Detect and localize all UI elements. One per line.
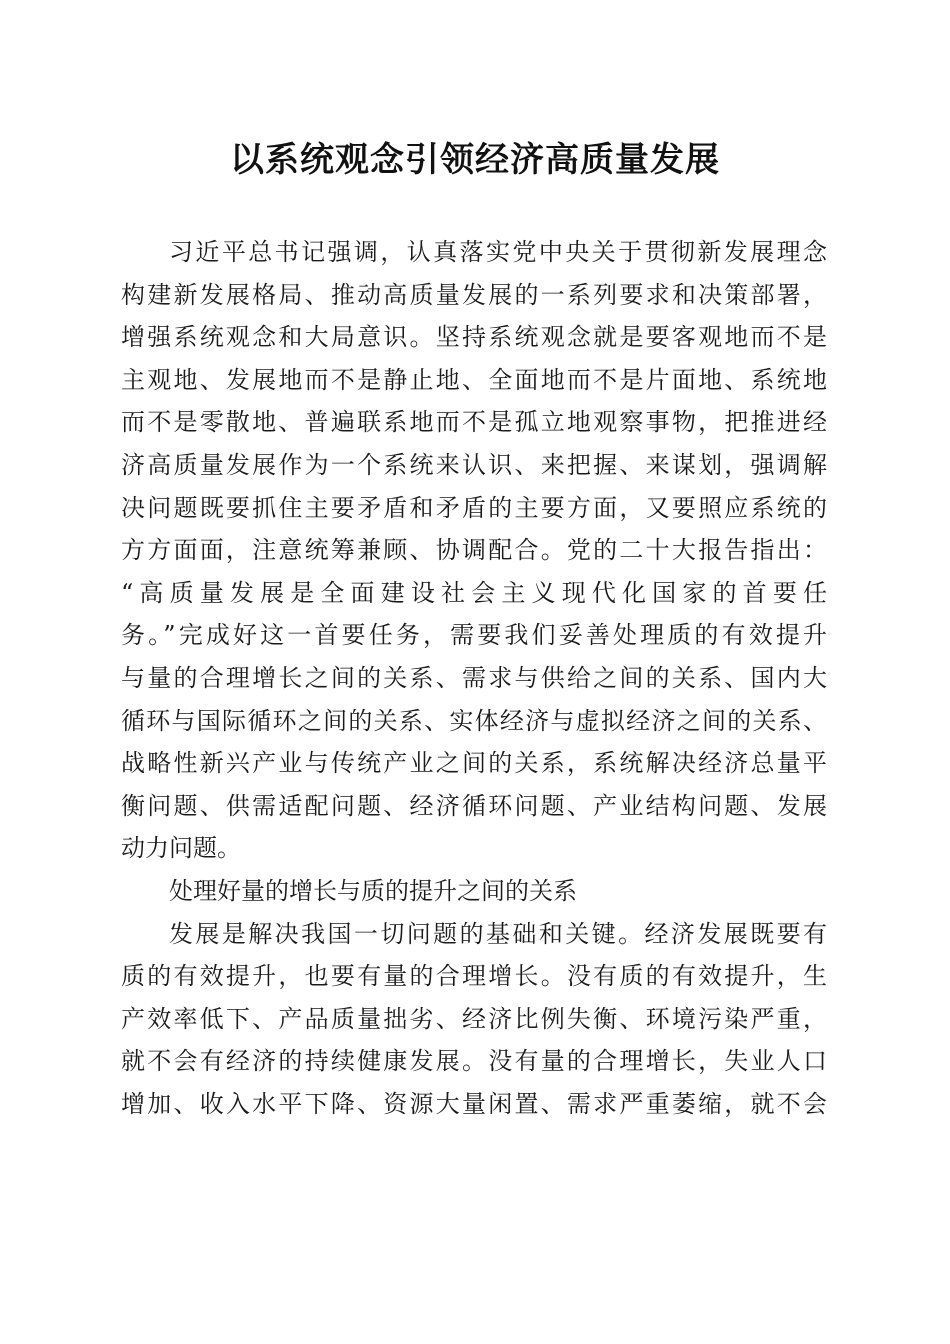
paragraph-line: 增加、收入水平下降、资源大量闲置、需求严重萎缩，就不会 bbox=[121, 1089, 827, 1118]
paragraph-line: 务。”完成好这一首要任务，需要我们妥善处理质的有效提升 bbox=[121, 621, 827, 650]
document-title: 以系统观念引领经济高质量发展 bbox=[230, 140, 720, 180]
paragraph-line: 循环与国际循环之间的关系、实体经济与虚拟经济之间的关系、 bbox=[121, 706, 827, 735]
paragraph-line: “高质量发展是全面建设社会主义现代化国家的首要任 bbox=[121, 578, 827, 607]
paragraph-line: 动力问题。 bbox=[121, 834, 241, 863]
paragraph-line: 而不是零散地、普遍联系地而不是孤立地观察事物，把推进经 bbox=[121, 408, 827, 437]
paragraph-line: 与量的合理增长之间的关系、需求与供给之间的关系、国内大 bbox=[121, 663, 827, 692]
document-body bbox=[121, 231, 827, 1125]
paragraph-line: 就不会有经济的持续健康发展。没有量的合理增长，失业人口 bbox=[121, 1047, 827, 1076]
paragraph-line: 决问题既要抓住主要矛盾和矛盾的主要方面，又要照应系统的 bbox=[121, 493, 827, 522]
paragraph-line: 主观地、发展地而不是静止地、全面地而不是片面地、系统地 bbox=[121, 365, 827, 394]
paragraph-line: 战略性新兴产业与传统产业之间的关系，系统解决经济总量平 bbox=[121, 749, 827, 778]
paragraph-line: 构建新发展格局、推动高质量发展的一系列要求和决策部署， bbox=[121, 280, 827, 309]
paragraph-line: 衡问题、供需适配问题、经济循环问题、产业结构问题、发展 bbox=[121, 791, 827, 820]
paragraph-line: 习近平总书记强调，认真落实党中央关于贯彻新发展理念 bbox=[169, 238, 827, 266]
section-heading: 处理好量的增长与质的提升之间的关系 bbox=[169, 876, 577, 905]
paragraph-line: 质的有效提升，也要有量的合理增长。没有质的有效提升，生 bbox=[121, 962, 827, 991]
paragraph-line: 方方面面，注意统筹兼顾、协调配合。党的二十大报告指出： bbox=[121, 536, 827, 565]
paragraph-line: 产效率低下、产品质量拙劣、经济比例失衡、环境污染严重， bbox=[121, 1004, 827, 1033]
paragraph-line: 济高质量发展作为一个系统来认识、来把握、来谋划，强调解 bbox=[121, 450, 827, 479]
paragraph-line: 增强系统观念和大局意识。坚持系统观念就是要客观地而不是 bbox=[121, 323, 827, 352]
paragraph-line: 发展是解决我国一切问题的基础和关键。经济发展既要有 bbox=[169, 919, 827, 948]
